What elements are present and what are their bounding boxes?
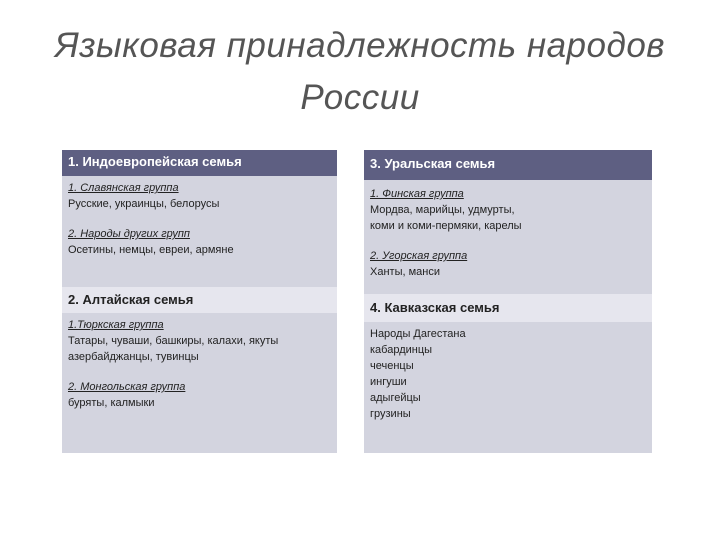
group-title-turkic: 1.Тюркская группа — [68, 319, 164, 331]
spacer — [68, 212, 331, 226]
group-members-turkic-1: Татары, чуваши, башкиры, калахи, якуты — [68, 335, 279, 347]
family-header-altaic — [62, 287, 337, 313]
group-members-finnic-2: коми и коми-пермяки, карелы — [370, 220, 522, 232]
caucasian-member: кабардинцы — [370, 344, 433, 356]
family-header-label: 4. Кавказская семья — [370, 300, 500, 315]
group-title-mongolic: 2. Монгольская группа — [68, 381, 186, 393]
group-title-other-peoples: 2. Народы других групп — [68, 228, 190, 240]
group-members-other-peoples: Осетины, немцы, евреи, армяне — [68, 244, 234, 256]
right-panel — [364, 150, 652, 453]
left-panel — [62, 150, 337, 453]
group-members-finnic-1: Мордва, марийцы, удмурты, — [370, 204, 515, 216]
group-members-turkic-2: азербайджанцы, тувинцы — [68, 351, 199, 363]
family-header-label: 1. Индоевропейская семья — [68, 154, 242, 169]
group-members-ugric: Ханты, манси — [370, 266, 440, 278]
caucasian-member: грузины — [370, 408, 411, 420]
group-title-slavic: 1. Славянская группа — [68, 182, 179, 194]
slide-title — [0, 20, 720, 124]
family-header-caucasian — [364, 294, 652, 322]
family-body-caucasian — [364, 322, 652, 453]
slide-title-line-1: Языковая принадлежность народов — [54, 26, 666, 65]
group-title-ugric: 2. Угорская группа — [370, 250, 468, 262]
family-body-uralic — [364, 180, 652, 294]
family-body-altaic — [62, 313, 337, 453]
family-header-uralic — [364, 150, 652, 180]
caucasian-member: Народы Дагестана — [370, 328, 466, 340]
slide-title-line-2: России — [300, 78, 420, 117]
spacer — [370, 234, 646, 248]
caucasian-member: ингуши — [370, 376, 407, 388]
group-members-slavic: Русские, украинцы, белорусы — [68, 198, 220, 210]
family-header-label: 2. Алтайская семья — [68, 292, 194, 307]
caucasian-member: адыгейцы — [370, 392, 421, 404]
caucasian-member: чеченцы — [370, 360, 414, 372]
family-header-label: 3. Уральская семья — [370, 156, 496, 171]
spacer — [68, 365, 331, 379]
family-header-indo-european — [62, 150, 337, 176]
group-members-mongolic: буряты, калмыки — [68, 397, 155, 409]
group-title-finnic: 1. Финская группа — [370, 188, 464, 200]
